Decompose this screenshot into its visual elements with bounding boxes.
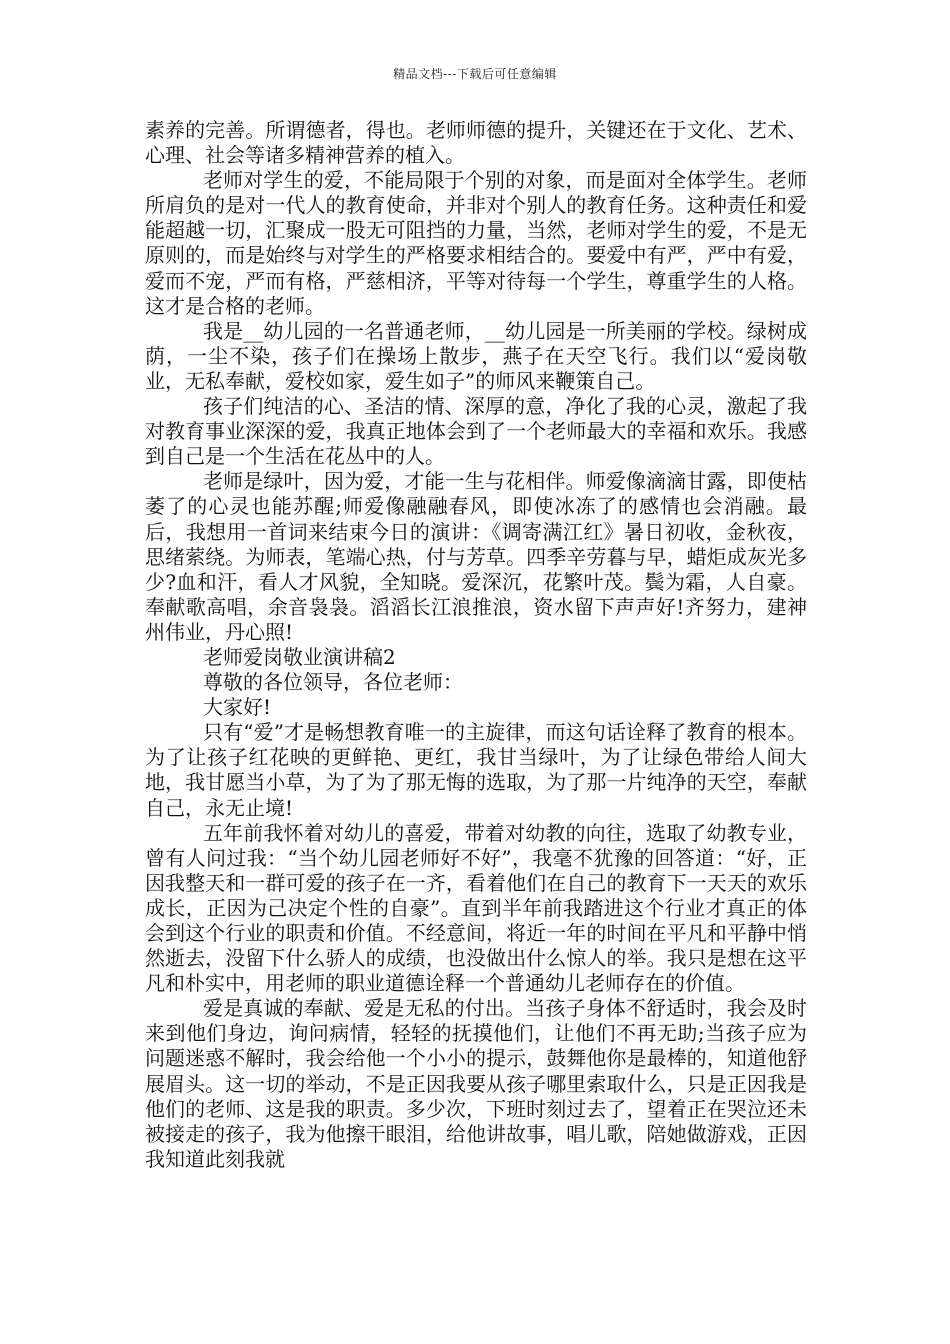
paragraph: 我是__幼儿园的一名普通老师，__幼儿园是一所美丽的学校。绿树成荫，一尘不染，孩子们在操场上散步，燕子在天空飞行。我们以“爱岗敬业，无私奉献，爱校如家，爱生如子”的师风来鞭策自己。 xyxy=(145,318,807,393)
document-body xyxy=(145,118,807,1172)
page-header: 精品文档---下载后可任意编辑 xyxy=(393,67,557,81)
paragraph: 孩子们纯洁的心、圣洁的情、深厚的意，净化了我的心灵，激起了我对教育事业深深的爱，我真正地体会到了一个老师最大的幸福和欢乐。我感到自己是一个生活在花丛中的人。 xyxy=(145,394,807,469)
paragraph: 老师对学生的爱，不能局限于个别的对象，而是面对全体学生。老师所肩负的是对一代人的教育使命，并非对个别人的教育任务。这种责任和爱能超越一切，汇聚成一股无可阻挡的力量，当然，老师对学生的爱，不是无原则的，而是始终与对学生的严格要求相结合的。要爱中有严，严中有爱，爱而不宠，严而有格，严慈相济，平等对待每一个学生，尊重学生的人格。这才是合格的老师。 xyxy=(145,168,807,318)
paragraph: 素养的完善。所谓德者，得也。老师师德的提升，关键还在于文化、艺术、心理、社会等诸多精神营养的植入。 xyxy=(145,118,807,168)
paragraph: 只有“爱”才是畅想教育唯一的主旋律，而这句话诠释了教育的根本。为了让孩子红花映的更鲜艳、更红，我甘当绿叶，为了让绿色带给人间大地，我甘愿当小草，为了为了那无悔的选取，为了那一片纯净的天空，奉献自己，永无止境! xyxy=(145,720,807,820)
section-title: 老师爱岗敬业演讲稿2 xyxy=(203,644,396,669)
salutation: 尊敬的各位领导，各位老师： xyxy=(203,670,463,695)
paragraph: 爱是真诚的奉献、爱是无私的付出。当孩子身体不舒适时，我会及时来到他们身边，询问病情，轻轻的抚摸他们，让他们不再无助;当孩子应为问题迷惑不解时，我会给他一个小小的提示，鼓舞他你是最棒的，知道他舒展眉头。这一切的举动，不是正因我要从孩子哪里索取什么，只是正因我是他们的老师、这是我的职责。多少次，下班时刻过去了，望着正在哭泣还未被接走的孩子，我为他擦干眼泪，给他讲故事，唱儿歌，陪她做游戏，正因我知道此刻我就 xyxy=(145,996,807,1171)
greeting: 大家好! xyxy=(203,695,272,720)
paragraph: 五年前我怀着对幼儿的喜爱，带着对幼教的向往，选取了幼教专业，曾有人问过我：“当个幼儿园老师好不好”，我毫不犹豫的回答道：“好，正因我整天和一群可爱的孩子在一齐，看着他们在自己的教育下一天天的欢乐成长，正因为己决定个性的自豪”。直到半年前我踏进这个行业才真正的体会到这个行业的职责和价值。不经意间，将近一年的时间在平凡和平静中悄然逝去，没留下什么骄人的成绩，也没做出什么惊人的举。我只是想在这平凡和朴实中，用老师的职业道德诠释一个普通幼儿老师存在的价值。 xyxy=(145,820,807,996)
paragraph: 老师是绿叶，因为爱，才能一生与花相伴。师爱像滴滴甘露，即使枯萎了的心灵也能苏醒;师爱像融融春风，即使冰冻了的感情也会消融。最后，我想用一首词来结束今日的演讲：《调寄满江红》暑日初收，金秋夜，思绪萦绕。为师表，笔端心热，付与芳草。四季辛劳暮与早，蜡炬成灰光多少?血和汗，看人才风貌，全知晓。爱深沉，花繁叶茂。鬓为霜，人自豪。奉献歌高唱，余音袅袅。滔滔长江浪推浪，资水留下声声好!齐努力，建神州伟业，丹心照! xyxy=(145,469,807,644)
